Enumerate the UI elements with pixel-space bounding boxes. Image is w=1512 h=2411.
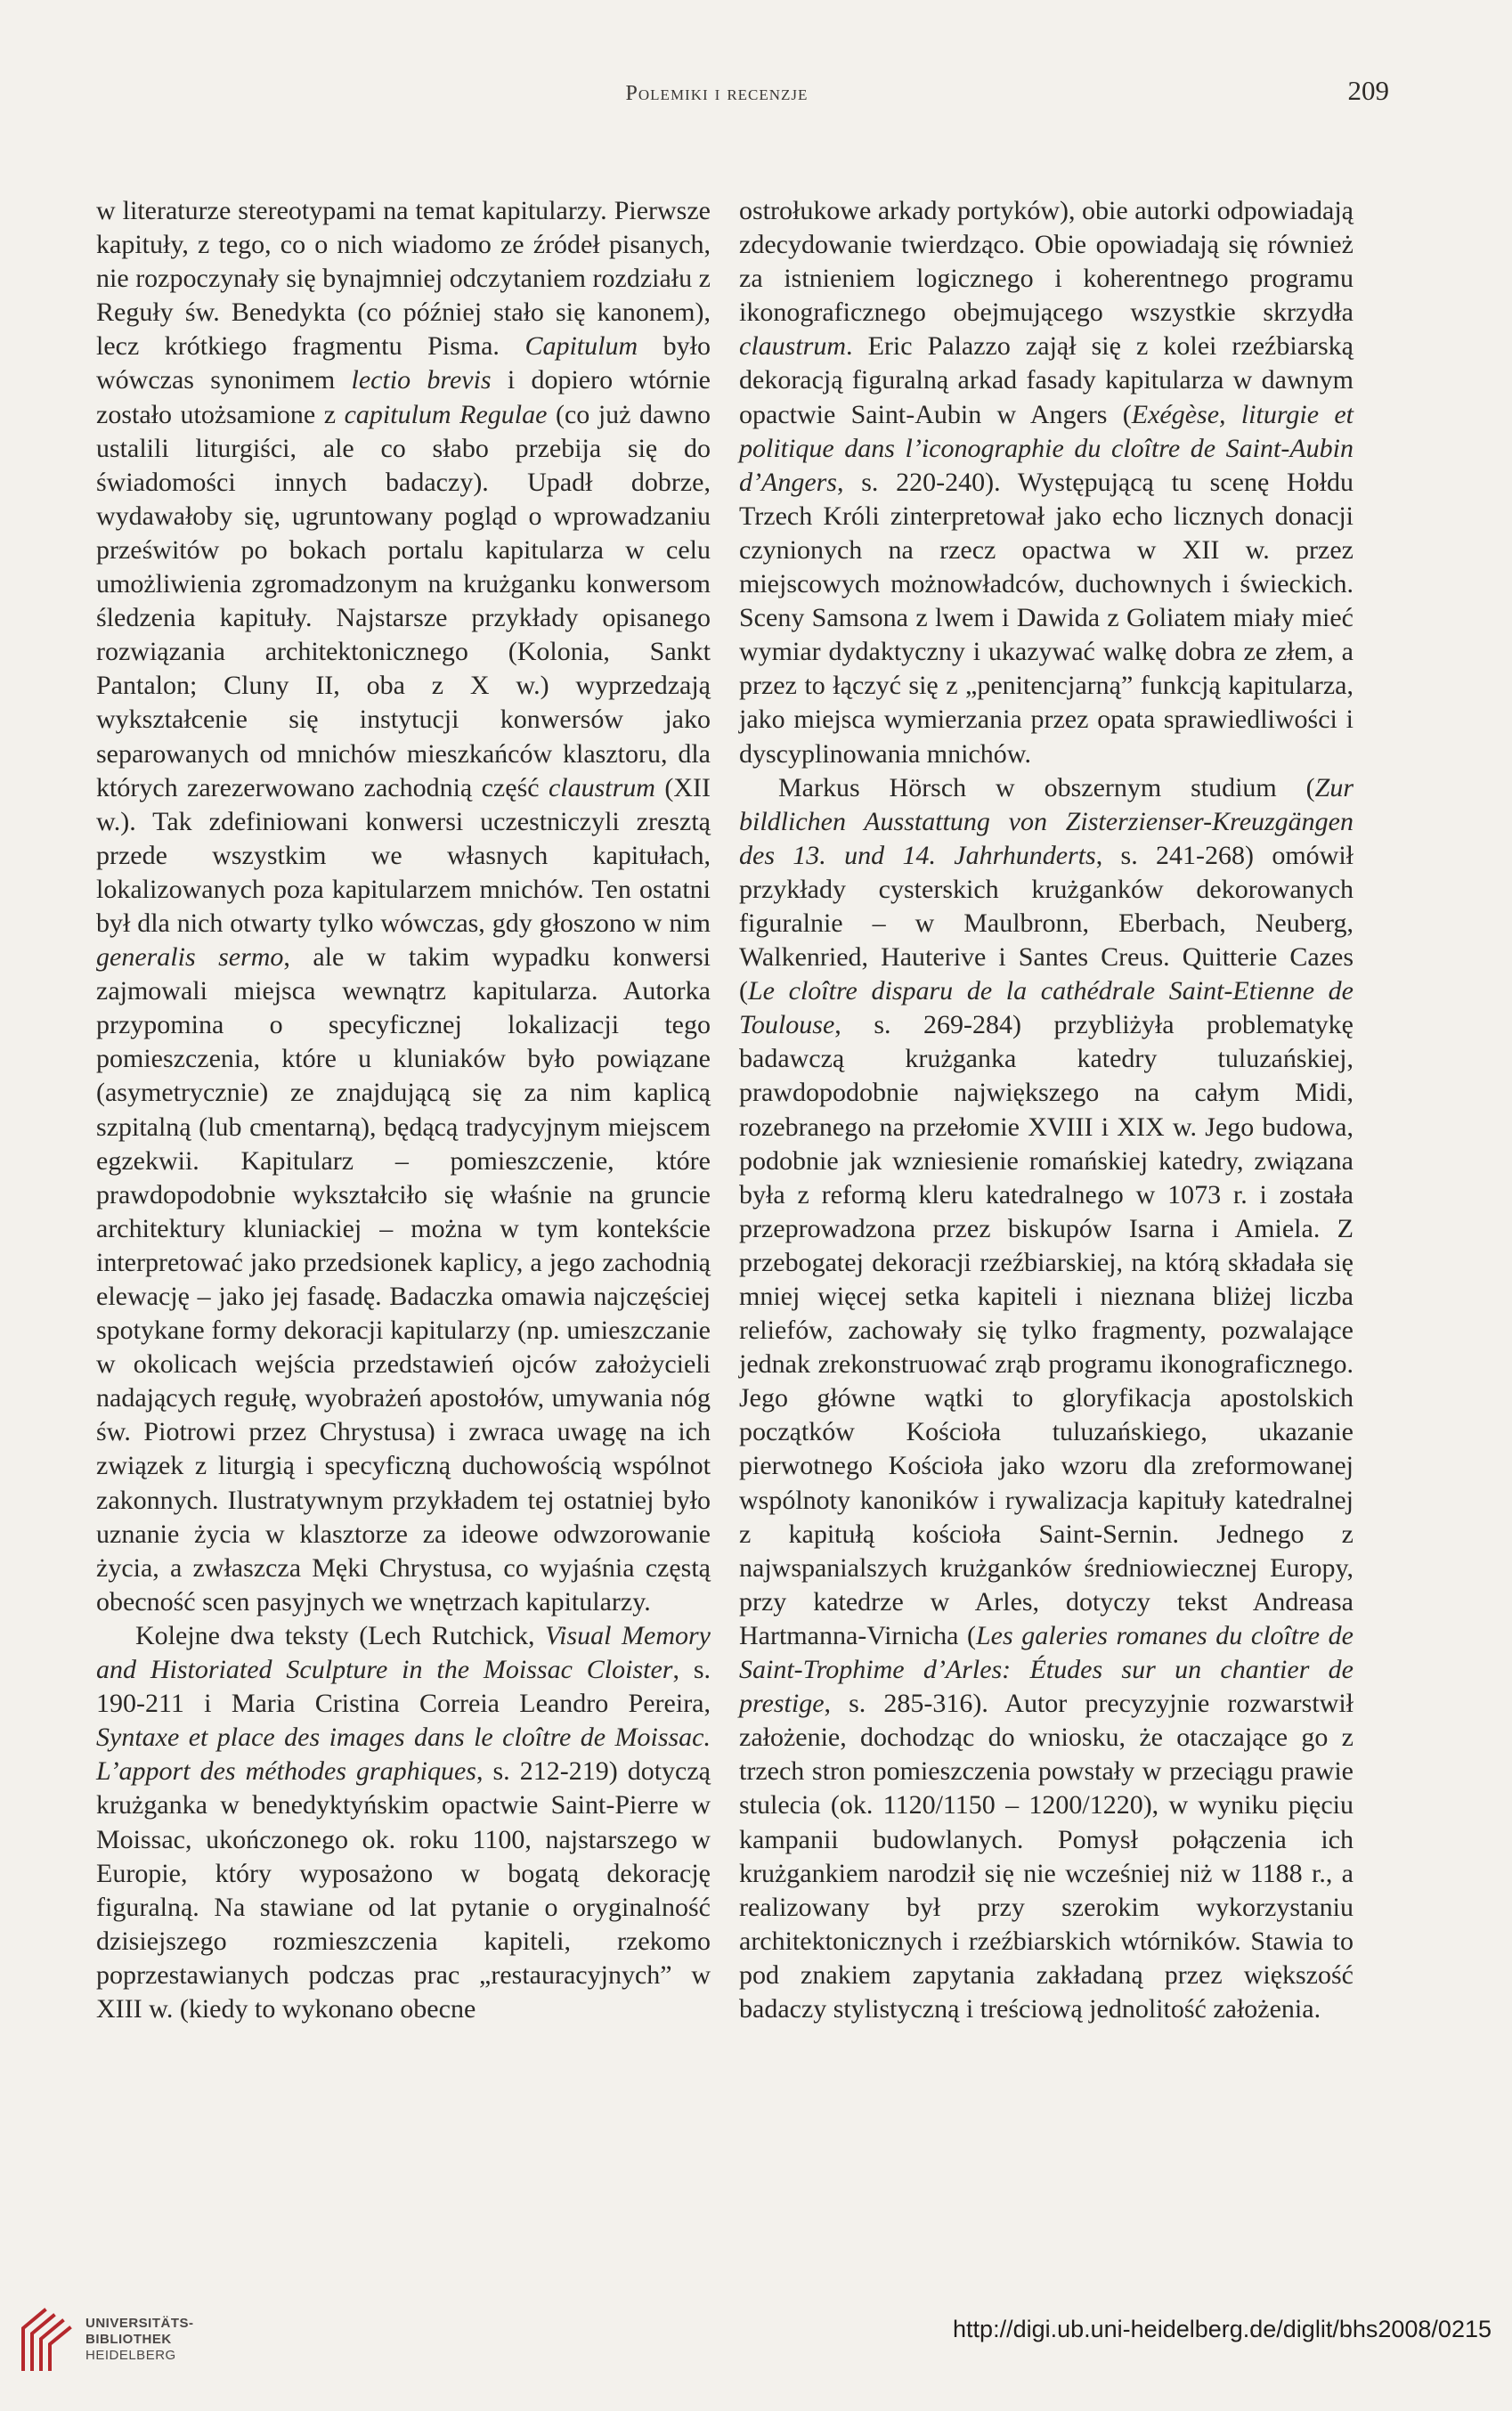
italic-run: Les galeries romanes du cloître de Saint-Trophime d’Arles: Études sur un chantier de prestige [739,1620,1353,1719]
digital-library-url[interactable]: http://digi.ub.uni-heidelberg.de/diglit/bhs2008/0215 [953,2316,1492,2342]
text-run: , s. 269-284) przybliżyła problematykę badawczą krużganka katedry tuluzańskiej, prawdopodobnie największego na całym Midi, rozebranego na przełomie XVIII i XIX w. Jego budowa, podobnie jak wzniesienie romańskiej katedry, związana była z reformą kleru katedralnego w 1073 r. i została przeprowadzona przez biskupów Isarna i Amiela. Z przebogatej dekoracji rzeźbiarskiej, na którą składała się mniej więcej setka kapiteli i nieznana bliżej liczba reliefów, zachowały się tylko fragmenty, pozwalające jednak zrekonstruować zrąb programu ikonograficznego. Jego główne wątki to gloryfikacja apostolskich początków Kościoła tuluzańskiego, ukazanie pierwotnego Kościoła jako wzoru dla zreformowanej wspólnoty kanoników i rywalizacja kapituły katedralnej z kapitułą kościoła Saint-Sernin. Jednego z najwspanialszych krużganków średniowiecznej Europy, przy katedrze w Arles, dotyczy tekst Andreasa Hartmanna-Virnicha ( [739,1010,1353,1650]
text-run: (XII w.). Tak zdefiniowani konwersi uczestniczyli zresztą przede wszystkim we własnych kapitułach, lokalizowanych poza kapitularzem mnichów. Ten ostatni był dla nich otwarty tylko wówczas, gdy głoszono w nim [96,772,711,938]
italic-run: capitulum Regulae [344,399,548,429]
left-column [96,194,711,2026]
library-name [85,2316,194,2364]
library-name-line-3: HEIDELBERG [85,2348,176,2363]
italic-run: claustrum [548,772,655,802]
library-name-line-2: BIBLIOTHEK [85,2332,172,2347]
text-run: Kolejne dwa teksty (Lech Rutchick, [135,1620,546,1650]
italic-run: lectio brevis [351,365,492,395]
italic-run: Visual Memory and Historiated Sculpture in the Moissac Cloister [96,1620,711,1685]
text-run: , s. 220-240). Występującą tu scenę Hołdu Trzech Króli zinterpretował jako echo licznych donacji czynionych na rzecz opactwa w XII w. przez miejscowych możnowładców, duchownych i świeckich. Sceny Samsona z lwem i Dawida z Goliatem miały mieć wymiar dydaktyczny i ukazywać walkę dobra ze złem, a przez to łączyć się z „penitencjarną” funkcją kapitularza, jako miejsca wymierzania przez opata sprawiedliwości i dyscyplinowania mnichów. [739,467,1353,769]
text-run: (co już dawno ustalili liturgiści, ale co słabo przebija się do świadomości innych badaczy). Upadł dobrze, wydawałoby się, ugruntowany pogląd o wprowadzaniu prześwitów po bokach portalu kapitularza w celu umożliwienia zgromadzonym na krużganku konwersom śledzenia kapituły. Najstarsze przykłady opisanego rozwiązania architektonicznego (Kolonia, Sankt Pantalon; Cluny II, oba z X w.) wyprzedzają wykształcenie się instytucji konwersów jako separowanych od mnichów mieszkańców klasztoru, dla których zarezerwowano zachodnią część [96,399,711,802]
text-run: Markus Hörsch w obszernym studium ( [778,772,1315,802]
italic-run: claustrum [739,331,846,362]
text-run: , s. 212-219) dotyczą krużganka w benedyktyńskim opactwie Saint-Pierre w Moissac, ukończonego ok. roku 1100, najstarszego w Europie, który wyposażono w bogatą dekorację figuralną. Na stawiane od lat pytanie o oryginalność dzisiejszego rozmieszczenia kapiteli, rzekomo poprzestawianych podczas prac „restauracyjnych” w XIII w. (kiedy to wykonano obecne [96,1756,711,2024]
page-number: 209 [1347,75,1389,106]
text-run: , s. 190-211 i Maria Cristina Correia Leandro Pereira, [96,1655,711,1719]
text-run: . Eric Palazzo zajął się z kolei rzeźbiarską dekoracją figuralną arkad fasady kapitularza w dawnym opactwie Saint-Aubin w Angers ( [739,331,1353,429]
italic-run: Exégèse, liturgie et politique dans l’iconographie du cloître de Saint-Aubin d’Angers [739,399,1353,497]
right-paragraph-1 [739,194,1353,771]
text-run: , ale w takim wypadku konwersi zajmowali miejsca wewnątrz kapitularza. Autorka przypomina o specyficznej lokalizacji tego pomieszczenia, które u kluniaków było powiązane (asymetrycznie) ze znajdującą się za nim kaplicą szpitalną (lub cmentarną), będącą tradycyjnym miejscem egzekwii. Kapitularz – pomieszczenie, które prawdopodobnie wykształciło się właśnie na gruncie architektury kluniackiej – można w tym kontekście interpretować jako przedsionek kaplicy, a jego zachodnią elewację – jako jej fasadę. Badaczka omawia najczęściej spotykane formy dekoracji kapitularzy (np. umieszczanie w okolicach wejścia przedstawień ojców założycieli nadających regułę, wyobrażeń apostołów, umywania nóg św. Piotrowi przez Chrystusa) i zwraca uwagę na ich związek z liturgią i specyficzną duchowością wspólnot zakonnych. Ilustratywnym przykładem tej ostatniej było uznanie życia w klasztorze za ideowe odwzorowanie życia, a zwłaszcza Męki Chrystusa, co wyjaśnia częstą obecność scen pasyjnych we wnętrzach kapitularzy. [96,942,711,1617]
left-paragraph-1 [96,194,711,1619]
right-paragraph-2 [739,771,1353,2026]
text-run: i dopiero wtórnie zostało utożsamione z [96,365,711,429]
running-title: Polemiki i recenzje [625,82,809,105]
italic-run: Le cloître disparu de la cathédrale Saint-Etienne de Toulouse [739,976,1353,1040]
ub-heidelberg-logo-icon [18,2307,73,2371]
text-run: ostrołukowe arkady portyków), obie autorki odpowiadają zdecydowanie twierdząco. Obie opowiadają się również za istnieniem logicznego i koherentnego programu ikonograficznego obejmującego wszystkie skrzydła [739,196,1353,328]
text-run: w literaturze stereotypami na temat kapitularzy. Pierwsze kapituły, z tego, co o nich wiadomo ze źródeł pisanych, nie rozpoczynały się bynajmniej odczytaniem rozdziału z Reguły św. Benedykta (co później stało się kanonem), lecz krótkiego fragmentu Pisma. [96,196,711,362]
italic-run: Zur bildlichen Ausstattung von Zisterzienser-Kreuzgängen des 13. und 14. Jahrhunderts [739,772,1353,870]
text-run: , s. 241-268) omówił przykłady cysterskich krużganków dekorowanych figuralnie – w Maulbronn, Eberbach, Neuberg, Walkenried, Hauterive i Santes Creus. Quitterie Cazes ( [739,840,1353,1006]
library-name-line-1: UNIVERSITÄTS- [85,2316,194,2331]
page-header [0,71,1512,116]
page-footer [0,2280,1512,2387]
italic-run: Capitulum [524,331,638,362]
italic-run: generalis sermo [96,942,284,973]
italic-run: Syntaxe et place des images dans le cloître de Moissac. L’apport des méthodes graphiques [96,1723,711,1787]
right-column [739,194,1353,2026]
text-run: było wówczas synonimem [96,331,711,395]
left-paragraph-2 [96,1619,711,2026]
text-run: , s. 285-316). Autor precyzyjnie rozwarstwił założenie, dochodząc do wniosku, że otaczające go z trzech stron pomieszczenia powstały w przeciągu prawie stulecia (ok. 1120/1150 – 1200/1220), w wyniku pięciu kampanii budowlanych. Pomysł połączenia ich krużgankiem narodził się nie wcześniej niż w 1188 r., a realizowany był przy szerokim wykorzystaniu architektonicznych i rzeźbiarskich wtórników. Stawia to pod znakiem zapytania zakładaną przez większość badaczy stylistyczną i treściową jednolitość założenia. [739,1689,1353,2024]
